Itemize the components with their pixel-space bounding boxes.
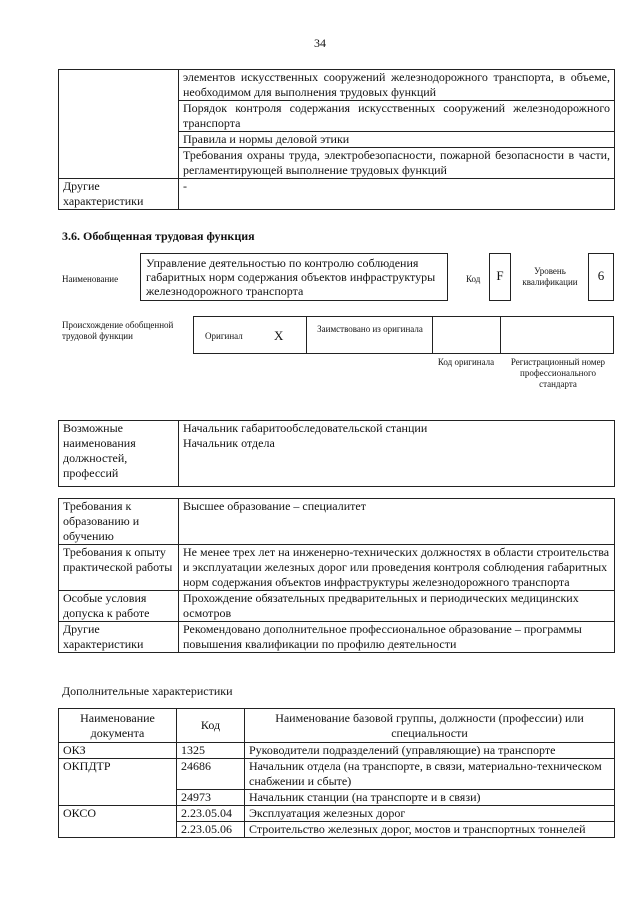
origin-label: Происхождение обобщенной трудовой функции [62,320,174,341]
additional-title: Дополнительные характеристики [62,684,233,698]
original-mark: X [274,328,284,343]
origin-row [193,316,614,354]
level-value-box [588,253,614,301]
doc-cell: ОКПДТР [59,759,177,806]
additional-table [58,708,615,838]
requirement-label: Требования к образованию и обучению [59,499,179,545]
reg-number-label: Регистрационный номер профессионального стандарта [510,357,606,389]
section-title: 3.6. Обобщенная трудовая функция [62,229,255,243]
header-document: Наименование документа [59,709,177,743]
code-value: F [496,268,504,283]
borrowed-label: Заимствовано из оригинала [317,324,423,334]
code-cell: 1325 [177,743,245,759]
page-number: 34 [314,36,326,50]
origin-divider-2 [432,316,433,354]
knowledge-item: Порядок контроля содержания искусственных сооружений железнодорожного транспорта [179,101,615,132]
code-value-box [489,253,511,301]
code-original-label: Код оригинала [437,357,495,367]
code-cell: 2.23.05.06 [177,822,245,838]
doc-cell: ОКЗ [59,743,177,759]
requirement-label: Особые условия допуска к работе [59,591,179,622]
function-name: Управление деятельностью по контролю соблюдения габаритных норм содержания объектов инфраструктуры железнодорожного транспорта [146,256,436,298]
code-label: Код [466,274,481,284]
name-cell: Начальник отдела (на транспорте, в связи, материально-техническом снабжении и сбыте) [245,759,615,790]
original-label: Оригинал [205,331,243,341]
header-code: Код [177,709,245,743]
origin-divider-3 [500,316,501,354]
requirement-value: Прохождение обязательных предварительных и периодических медицинских осмотров [179,591,615,622]
name-cell: Эксплуатация железных дорог [245,806,615,822]
level-value: 6 [597,268,605,283]
code-cell: 24686 [177,759,245,790]
top-table [58,69,615,210]
positions-table [58,420,615,487]
position-item: Начальник габаритообследовательской станции [183,421,428,435]
positions-values [179,421,615,487]
requirement-label: Требования к опыту практической работы [59,545,179,591]
name-cell: Руководители подразделений (управляющие) на транспорте [245,743,615,759]
requirements-table [58,498,615,653]
requirement-value: Не менее трех лет на инженерно-технических должностях в области строительства и эксплуатации железных дорог или проведения контроля соблюдения габаритных норм содержания объектов инфраструктуры железнодорожного транспорта [179,545,615,591]
code-cell: 2.23.05.04 [177,806,245,822]
requirement-value: Высшее образование – специалитет [179,499,615,545]
level-label: Уровень квалификации [522,266,578,287]
other-characteristics-label: Другие характеристики [59,179,179,210]
name-cell: Строительство железных дорог, мостов и транспортных тоннелей [245,822,615,838]
other-characteristics-value: - [179,179,615,210]
requirement-value: Рекомендовано дополнительное профессиональное образование – программы повышения квалификации по профилю деятельности [179,622,615,653]
function-name-box [140,253,448,301]
position-item: Начальник отдела [183,436,275,450]
name-cell: Начальник станции (на транспорте и в связи) [245,790,615,806]
requirement-label: Другие характеристики [59,622,179,653]
knowledge-item: Требования охраны труда, электробезопасности, пожарной безопасности в части, регламентирующей выполнение трудовых функций [179,148,615,179]
header-name: Наименование базовой группы, должности (профессии) или специальности [245,709,615,743]
code-cell: 24973 [177,790,245,806]
knowledge-item: Правила и нормы деловой этики [179,132,615,148]
positions-label: Возможные наименования должностей, профессий [59,421,179,487]
doc-cell: ОКСО [59,806,177,838]
empty-label-cell [59,70,179,179]
knowledge-item: элементов искусственных сооружений железнодорожного транспорта, в объеме, необходимом для выполнения трудовых функций [179,70,615,101]
origin-divider-1 [306,316,307,354]
name-label: Наименование [62,274,119,284]
